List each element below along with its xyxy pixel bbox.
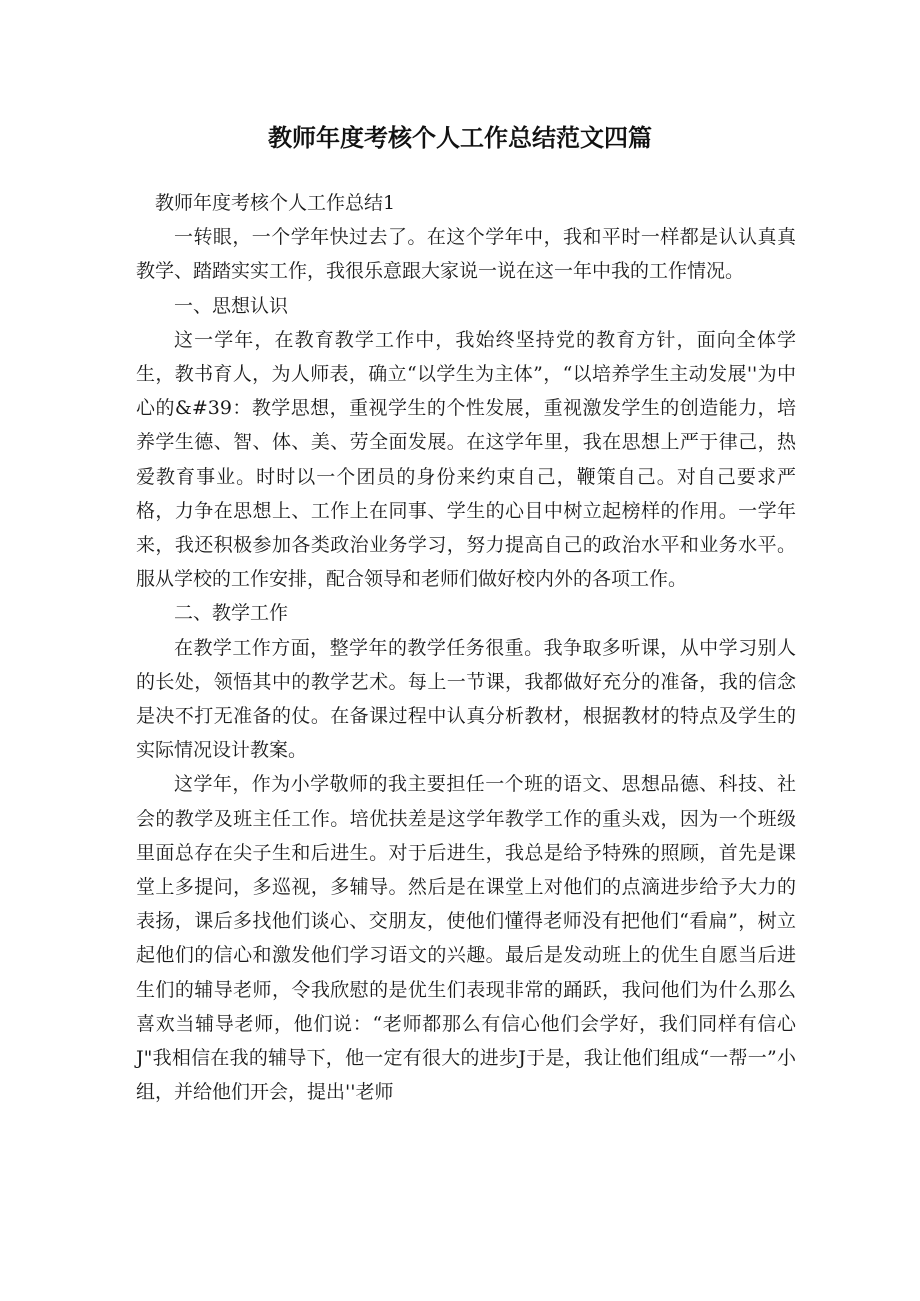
document-body	[136, 186, 796, 1109]
paragraph: 这一学年，在教育教学工作中，我始终坚持党的教育方针，面向全体学生，教书育人，为人师表，确立“以学生为主体”，“以培养学生主动发展''为中心的&#39：教学思想，重视学生的个性发展，重视激发学生的创造能力，培养学生德、智、体、美、劳全面发展。在这学年里，我在思想上严于律己，热爱教育事业。时时以一个团员的身份来约束自己，鞭策自己。对自己要求严格，力争在思想上、工作上在同事、学生的心目中树立起榜样的作用。一学年来，我还积极参加各类政治业务学习，努力提高自己的政治水平和业务水平。服从学校的工作安排，配合领导和老师们做好校内外的各项工作。	[136, 328, 796, 591]
paragraph: 一转眼，一个学年快过去了。在这个学年中，我和平时一样都是认认真真教学、踏踏实实工作，我很乐意跟大家说一说在这一年中我的工作情况。	[136, 226, 796, 283]
section-heading: 二、教学工作	[174, 602, 289, 625]
section-heading: 一、思想认识	[174, 294, 289, 317]
page-title: 教师年度考核个人工作总结范文四篇	[268, 124, 652, 152]
section-subtitle: 教师年度考核个人工作总结1	[155, 192, 396, 214]
paragraph: 这学年，作为小学敬师的我主要担任一个班的语文、思想品德、科技、社会的教学及班主任工作。培优扶差是这学年教学工作的重头戏，因为一个班级里面总存在尖子生和后进生。对于后进生，我总是给予特殊的照顾，首先是课堂上多提问，多巡视，多辅导。然后是在课堂上对他们的点滴进步给予大力的表扬，课后多找他们谈心、交朋友，使他们懂得老师没有把他们“看扁”，树立起他们的信心和激发他们学习语文的兴趣。最后是发动班上的优生自愿当后进生们的辅导老师，令我欣慰的是优生们表现非常的踊跃，我问他们为什么那么喜欢当辅导老师，他们说：“老师都那么有信心他们会学好，我们同样有信心J"我相信在我的辅导下，他一定有很大的进步J于是，我让他们组成“一帮一”小组，并给他们开会，提出''老师	[136, 773, 796, 1104]
paragraph: 在教学工作方面，整学年的教学任务很重。我争取多听课，从中学习别人的长处，领悟其中的教学艺术。每上一节课，我都做好充分的准备，我的信念是决不打无准备的仗。在备课过程中认真分析教材，根据教材的特点及学生的实际情况设计教案。	[136, 636, 796, 762]
